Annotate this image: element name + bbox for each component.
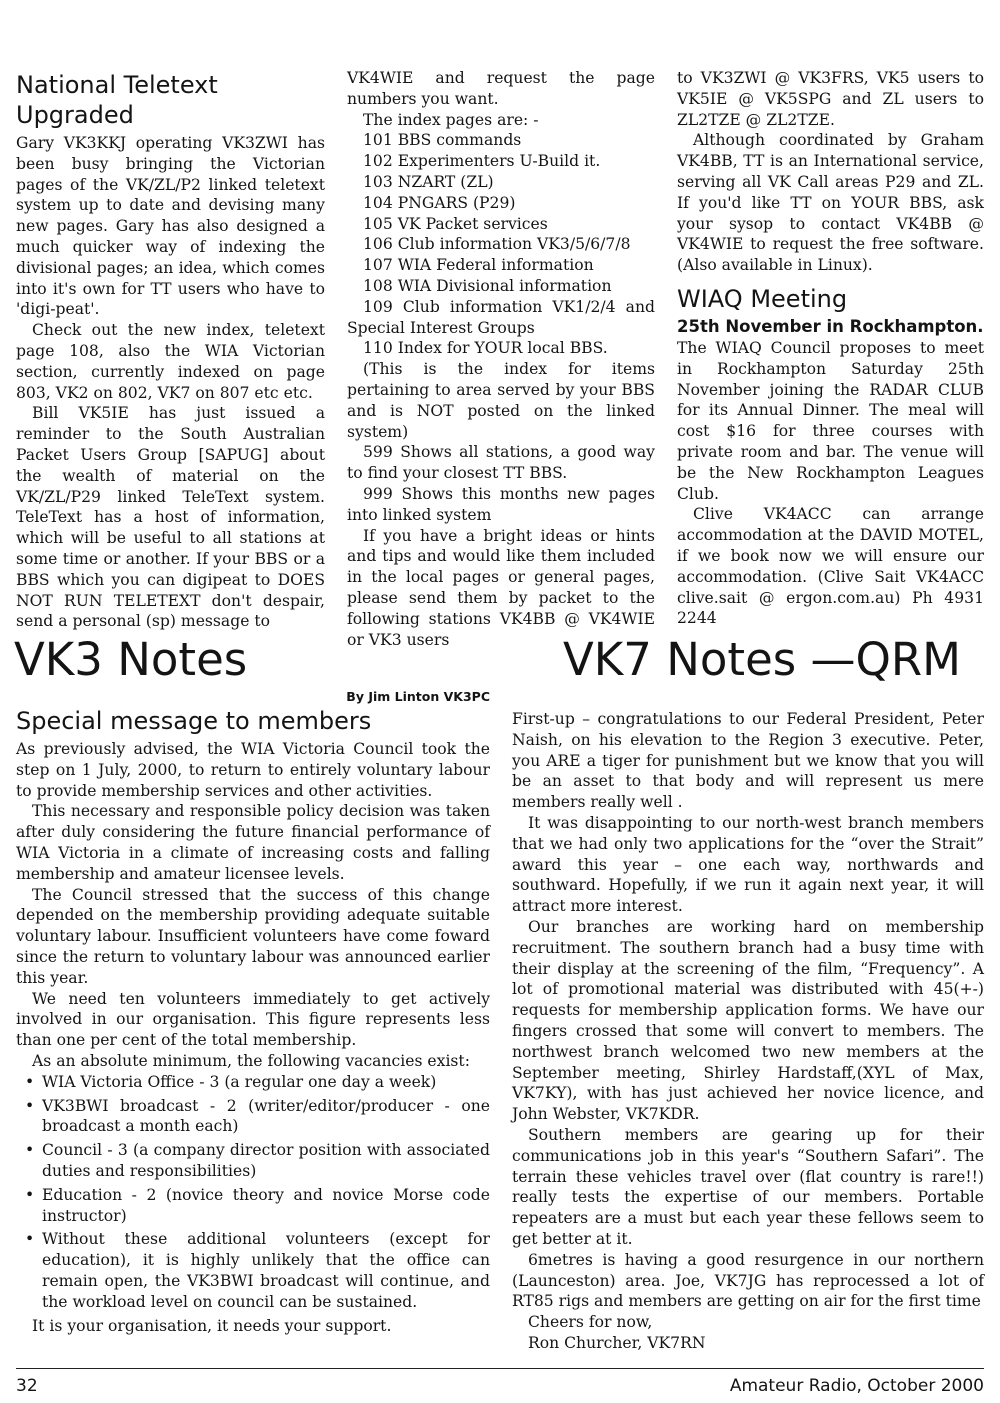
vk3-notes-title: VK3 Notes <box>14 633 248 686</box>
vk7-paragraph: 6metres is having a good resurgence in our northern (Launceston) area. Joe, VK7JG has reprocessed a lot of RT85 rigs and members are getting on air for the first time <box>512 1250 984 1311</box>
index-item: 599 Shows all stations, a good way to find your closest TT BBS. <box>347 443 655 483</box>
teletext-paragraph: If you have a bright ideas or hints and tips and would like them included in the local pages or general pages, please send them by packet to the following stations VK4BB @ VK4WIE or VK3 users <box>347 526 655 649</box>
index-item: 106 Club information VK3/5/6/7/8 <box>363 235 631 254</box>
index-item: 107 WIA Federal information <box>363 256 594 275</box>
vk3-column <box>16 706 490 1336</box>
vacancy-item: • VK3BWI broadcast - 2 (writer/editor/producer - one broadcast a month each) <box>16 1096 490 1138</box>
teletext-heading: National Teletext Upgraded <box>16 71 218 129</box>
teletext-paragraph: Although coordinated by Graham VK4BB, TT is an International service, serving all VK Call areas P29 and ZL. If you'd like TT on YOUR BBS, ask your sysop to contact VK4BB @ VK4WIE to request the free software. (Also available in Linux). <box>677 131 984 275</box>
index-item: 105 VK Packet services <box>363 214 548 233</box>
page-number: 32 <box>16 1376 38 1396</box>
teletext-column-2 <box>347 68 655 650</box>
teletext-column-1 <box>16 70 325 632</box>
teletext-paragraph: Check out the new index, teletext page 108, also the WIA Victorian section, currently indexed on page 803, VK2 on 802, VK7 on 807 etc etc. <box>16 321 325 402</box>
teletext-column-3 <box>677 68 984 629</box>
index-item: 104 PNGARS (P29) <box>363 193 516 212</box>
vk7-signoff: Cheers for now, <box>528 1313 653 1332</box>
vk7-paragraph: Southern members are gearing up for their communications job in this year's “Southern Safari”. The terrain these vehicles travel over (flat country is rare!!) really tests the expertise of our members. Portable repeaters are a must but each year these fellows seem to get better at it. <box>512 1125 984 1248</box>
vk7-author: Ron Churcher, VK7RN <box>528 1333 706 1352</box>
teletext-paragraph: Gary VK3KKJ operating VK3ZWI has been busy bringing the Victorian pages of the VK/ZL/P2 linked teletext system up to date and devising many new pages. Gary has also designed a much quicker way of indexing the divisional pages; an idea, which comes into it's own for TT users who have to 'digi-peat'. <box>16 134 325 319</box>
vk7-paragraph: Our branches are working hard on membership recruitment. The southern branch had a busy time with their display at the screening of the film, “Frequency”. A lot of promotional material was distributed with 45(+-) requests for membership application forms. We have our fingers crossed that some will convert to members. The northwest branch welcomed two new members at the September meeting, Shirley Hardstaff,(XYL of Max, VK7KY), with has just achieved her novice licence, and John Webster, VK7KDR. <box>512 917 984 1124</box>
vk3-paragraph: This necessary and responsible policy decision was taken after duly considering the future financial performance of WIA Victoria in a climate of increasing costs and falling membership and amateur licensee levels. <box>16 802 490 883</box>
teletext-paragraph: to VK3ZWI @ VK3FRS, VK5 users to VK5IE @ VK5SPG and ZL users to ZL2TZE @ ZL2TZE. <box>677 69 984 129</box>
index-intro: The index pages are: - <box>363 110 539 129</box>
teletext-paragraph: Bill VK5IE has just issued a reminder to the South Australian Packet Users Group [SAPUG] about the wealth of material on the VK/ZL/P29 linked TeleText system. TeleText has a host of information, which will be useful to all stations at some time or another. If your BBS or a BBS which you can digipeat to DOES NOT RUN TELETEXT don't despair, send a personal (sp) message to <box>16 404 325 631</box>
vk3-paragraph: As an absolute minimum, the following vacancies exist: <box>32 1051 470 1070</box>
index-note: (This is the index for items pertaining to area served by your BBS and is NOT posted on the linked system) <box>347 360 655 441</box>
vk3-closing: It is your organisation, it needs your support. <box>32 1316 392 1335</box>
vk7-column <box>512 709 984 1354</box>
teletext-paragraph: VK4WIE and request the page numbers you want. <box>347 69 655 108</box>
vk3-subheading: Special message to members <box>16 707 372 735</box>
vk7-paragraph: It was disappointing to our north-west branch members that we had only two applications for the “over the Strait” award this year – one each way, northwards and southward. Hopefully, if we run it again next year, it will attract more interest. <box>512 813 984 916</box>
index-item: 102 Experimenters U-Build it. <box>363 152 601 171</box>
wiaq-heading: WIAQ Meeting <box>677 284 848 313</box>
vk7-notes-title: VK7 Notes —QRM <box>563 633 962 686</box>
index-item: 110 Index for YOUR local BBS. <box>363 339 608 358</box>
vk3-paragraph: As previously advised, the WIA Victoria Council took the step on 1 July, 2000, to return to entirely voluntary labour to provide membership services and other activities. <box>16 740 490 800</box>
index-item: 109 Club information VK1/2/4 and Special Interest Groups <box>347 297 655 337</box>
vk3-byline: By Jim Linton VK3PC <box>346 689 490 704</box>
index-item: 101 BBS commands <box>363 131 522 150</box>
vacancy-item: • Without these additional volunteers (except for education), it is highly unlikely that the office can remain open, the VK3BWI broadcast will continue, and the workload level on council can be sustained. <box>16 1229 490 1312</box>
vk3-paragraph: We need ten volunteers immediately to get actively involved in our organisation. This figure represents less than one per cent of the total membership. <box>16 989 490 1050</box>
wiaq-paragraph: The WIAQ Council proposes to meet in Rockhampton Saturday 25th November joining the RADAR CLUB for its Annual Dinner. The meal will cost $16 for three courses with private room and bar. The venue will be the New Rockhampton Leagues Club. <box>677 338 984 503</box>
vacancy-item: • Education - 2 (novice theory and novice Morse code instructor) <box>16 1185 490 1227</box>
publication-info: Amateur Radio, October 2000 <box>729 1376 984 1396</box>
wiaq-paragraph: Clive VK4ACC can arrange accommodation at the DAVID MOTEL, if we book now we will ensure our accommodation. (Clive Sait VK4ACC clive.sait @ ergon.com.au) Ph 4931 2244 <box>677 505 984 628</box>
wiaq-subheading: 25th November in Rockhampton. <box>677 316 984 336</box>
vk3-paragraph: The Council stressed that the success of this change depended on the membership providing adequate suitable voluntary labour. Insufficient volunteers have come foward since the return to voluntary labour was announced earlier this year. <box>16 885 490 987</box>
vk7-paragraph: First-up – congratulations to our Federal President, Peter Naish, on his elevation to the Region 3 executive. Peter, you ARE a tiger for punishment but we know that you will be an asset to that body and will represent us mere members really well . <box>512 710 984 812</box>
vacancy-list <box>16 1072 490 1313</box>
footer-rule <box>16 1368 984 1369</box>
index-item: 103 NZART (ZL) <box>363 172 494 191</box>
index-item: 999 Shows this months new pages into linked system <box>347 484 655 524</box>
index-item: 108 WIA Divisional information <box>363 276 612 295</box>
vacancy-item: • WIA Victoria Office - 3 (a regular one day a week) <box>16 1072 490 1093</box>
vacancy-item: • Council - 3 (a company director position with associated duties and responsibilities) <box>16 1140 490 1182</box>
